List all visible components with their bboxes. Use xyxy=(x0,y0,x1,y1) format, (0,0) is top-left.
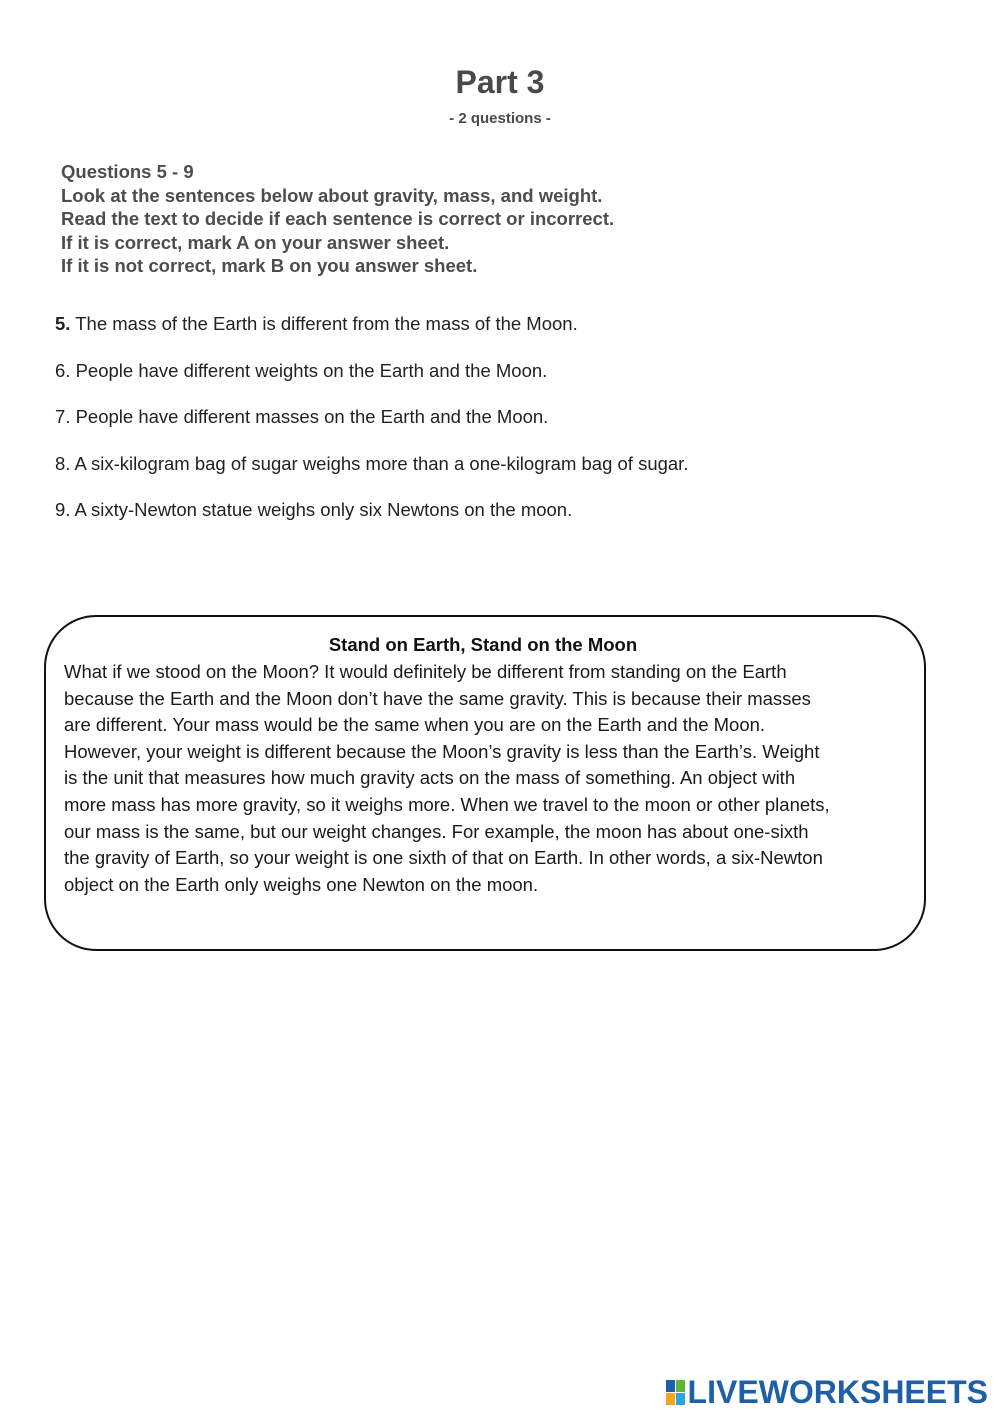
passage-line: is the unit that measures how much gravity acts on the mass of something. An object with xyxy=(64,767,796,789)
passage-line: our mass is the same, but our weight changes. For example, the moon has about one-sixth xyxy=(64,820,809,842)
question-9 xyxy=(55,498,955,522)
passage-line: What if we stood on the Moon? It would definitely be different from standing on the Earth xyxy=(64,661,787,682)
question-number: 7. xyxy=(55,406,71,427)
passage-line: object on the Earth only weighs one Newton on the moon. xyxy=(64,873,539,895)
question-number: 5. xyxy=(55,313,71,334)
question-7 xyxy=(55,405,955,429)
instruction-line: Look at the sentences below about gravity, mass, and weight. xyxy=(61,184,603,206)
question-number: 8. xyxy=(55,452,71,474)
instruction-line: Questions 5 - 9 xyxy=(61,161,194,182)
question-number: 9. xyxy=(55,499,71,520)
question-list xyxy=(55,312,955,545)
question-number: 6. xyxy=(55,359,71,381)
instruction-line: If it is not correct, mark B on you answer sheet. xyxy=(61,255,478,277)
question-text: People have different weights on the Earth and the Moon. xyxy=(70,359,548,381)
passage-body xyxy=(64,659,914,898)
instruction-line: If it is correct, mark A on your answer sheet. xyxy=(61,231,450,253)
instructions xyxy=(61,160,961,278)
instruction-line: Read the text to decide if each sentence is correct or incorrect. xyxy=(61,208,615,230)
brand-name: LIVEWORKSHEETS xyxy=(687,1373,988,1410)
question-text: People have different masses on the Earth and the Moon. xyxy=(70,406,549,427)
passage-line: more mass has more gravity, so it weighs more. When we travel to the moon or other planets, xyxy=(64,793,830,815)
liveworksheets-brand xyxy=(666,1372,988,1412)
question-text: A six-kilogram bag of sugar weighs more than a one-kilogram bag of sugar. xyxy=(70,452,689,474)
question-6 xyxy=(55,359,955,383)
question-8 xyxy=(55,452,955,476)
page-title: Part 3 xyxy=(455,64,545,100)
question-text: A sixty-Newton statue weighs only six Newtons on the moon. xyxy=(70,499,573,520)
passage-title: Stand on Earth, Stand on the Moon xyxy=(328,634,638,655)
passage-line: because the Earth and the Moon don’t have the same gravity. This is because their masses xyxy=(64,687,811,709)
passage-line: the gravity of Earth, so your weight is one sixth of that on Earth. In other words, a six-Newton xyxy=(64,847,823,869)
page-subtitle: - 2 questions - xyxy=(449,110,551,127)
question-5 xyxy=(55,312,955,336)
question-text: The mass of the Earth is different from the mass of the Moon. xyxy=(70,313,578,334)
liveworksheets-logo-icon xyxy=(666,1378,686,1406)
passage-line: are different. Your mass would be the same when you are on the Earth and the Moon. xyxy=(64,714,766,736)
passage-line: However, your weight is different because the Moon’s gravity is less than the Earth’s. Weight xyxy=(64,740,820,762)
